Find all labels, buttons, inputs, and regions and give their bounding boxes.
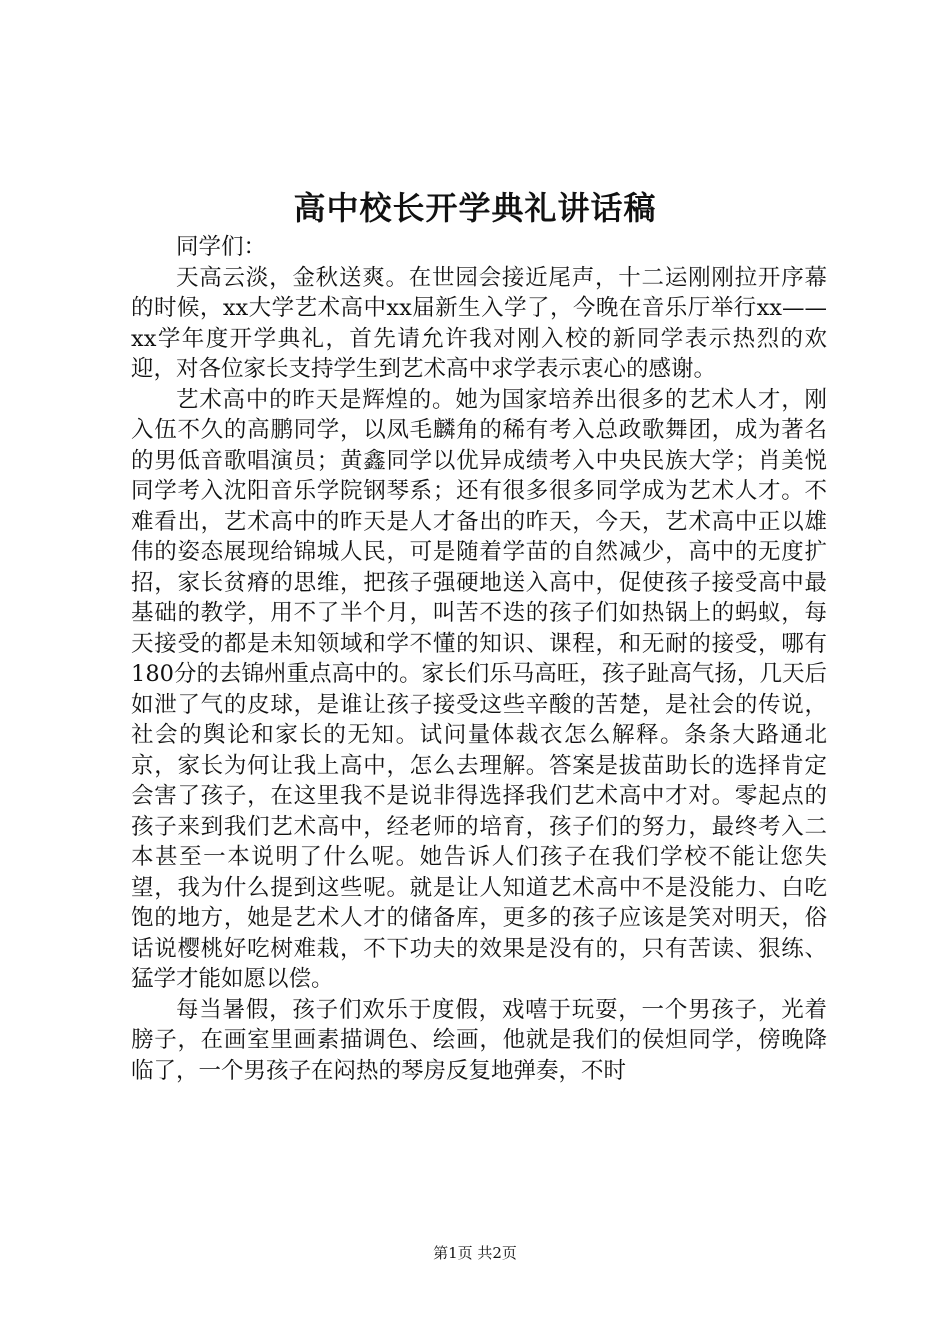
page-footer: [0, 1242, 950, 1264]
document-body: [131, 232, 827, 1086]
body-paragraph: 每当暑假，孩子们欢乐于度假，戏嘻于玩耍，一个男孩子，光着膀子，在画室里画素描调色、绘画，他就是我们的侯炟同学，傍晚降临了，一个男孩子在闷热的琴房反复地弹奏，不时: [131, 996, 827, 1084]
salutation-paragraph: 同学们：: [176, 234, 267, 260]
page-number-indicator: 第1页 共2页: [433, 1244, 517, 1262]
document-title: 高中校长开学典礼讲话稿: [293, 189, 657, 227]
body-paragraph: 艺术高中的昨天是辉煌的。她为国家培养出很多的艺术人才，刚入伍不久的高鹏同学，以凤毛麟角的稀有考入总政歌舞团，成为著名的男低音歌唱演员；黄鑫同学以优异成绩考入中央民族大学；肖美悦同学考入沈阳音乐学院钢琴系；还有很多很多同学成为艺术人才。不难看出，艺术高中的昨天是人才备出的昨天，今天，艺术高中正以雄伟的姿态展现给锦城人民，可是随着学苗的自然减少，高中的无度扩招，家长贫瘠的思维，把孩子强硬地送入高中，促使孩子接受高中最基础的教学，用不了半个月，叫苦不迭的孩子们如热锅上的蚂蚁，每天接受的都是未知领域和学不懂的知识、课程，和无耐的接受，哪有180分的去锦州重点高中的。家长们乐马高旺，孩子趾高气扬，几天后如泄了气的皮球，是谁让孩子接受这些辛酸的苦楚，是社会的传说，社会的舆论和家长的无知。试问量体裁衣怎么解释。条条大路通北京，家长为何让我上高中，怎么去理解。答案是拔苗助长的选择肯定会害了孩子，在这里我不是说非得选择我们艺术高中才对。零起点的孩子来到我们艺术高中，经老师的培育，孩子们的努力，最终考入二本甚至一本说明了什么呢。她告诉人们孩子在我们学校不能让您失望，我为什么提到这些呢。就是让人知道艺术高中不是没能力、白吃饱的地方，她是艺术人才的储备库，更多的孩子应该是笑对明天，俗话说樱桃好吃树难栽，不下功夫的效果是没有的，只有苦读、狠练、猛学才能如愿以偿。: [131, 386, 827, 992]
body-paragraph: 天高云淡，金秋送爽。在世园会接近尾声，十二运刚刚拉开序幕的时候，xx大学艺术高中xx届新生入学了，今晚在音乐厅举行xx——xx学年度开学典礼，首先请允许我对刚入校的新同学表示热烈的欢迎，对各位家长支持学生到艺术高中求学表示衷心的感谢。: [131, 264, 827, 382]
